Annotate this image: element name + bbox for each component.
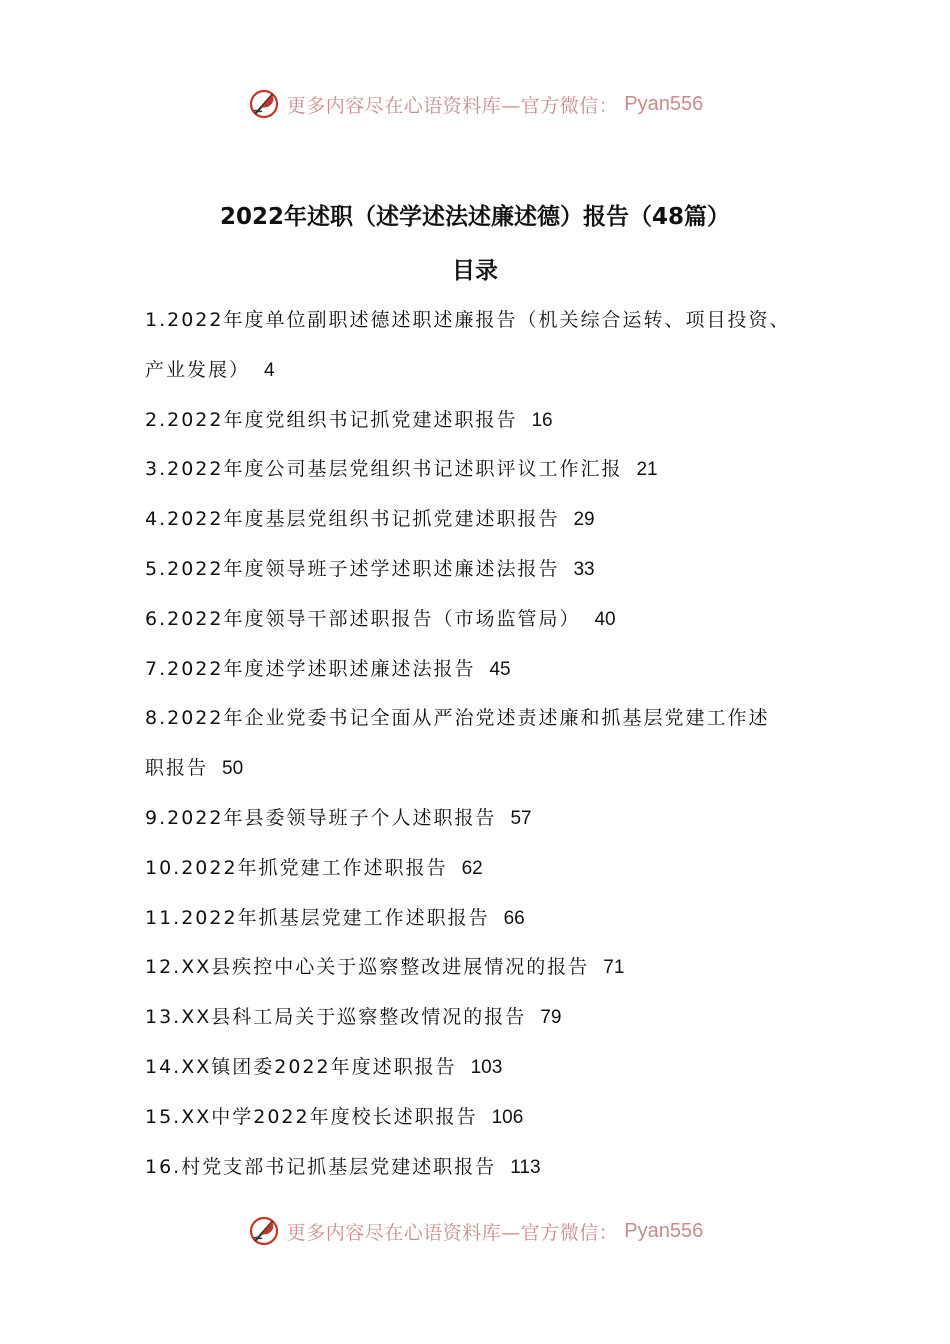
toc-page-number: 4 bbox=[264, 359, 275, 381]
document-title: 2022年述职（述学述法述廉述德）报告（48篇） bbox=[219, 204, 731, 230]
toc-entry[interactable] bbox=[145, 748, 835, 798]
toc-entry-text: 1.2022年度单位副职述德述职述廉报告（机关综合运转、项目投资、 bbox=[145, 309, 791, 331]
toc-entry[interactable] bbox=[145, 798, 835, 848]
toc-page-number: 45 bbox=[489, 658, 511, 680]
toc-entry-text: 15.XX中学2022年度校长述职报告 bbox=[145, 1105, 478, 1128]
toc-entry-text: 产业发展） bbox=[145, 358, 251, 381]
toc-entry-text: 职报告 bbox=[145, 757, 209, 780]
toc-heading: 目录 bbox=[452, 258, 498, 284]
toc-entry[interactable] bbox=[145, 300, 835, 350]
toc-page-number: 79 bbox=[540, 1007, 562, 1029]
toc-entry-text: 16.村党支部书记抓基层党建述职报告 bbox=[145, 1155, 497, 1178]
toc-entry-text: 4.2022年度基层党组织书记抓党建述职报告 bbox=[145, 508, 560, 531]
toc-entry[interactable] bbox=[145, 599, 835, 649]
toc-entry[interactable] bbox=[145, 848, 835, 898]
toc-page-number: 16 bbox=[531, 409, 553, 431]
toc-page-number: 106 bbox=[491, 1106, 524, 1128]
toc-page-number: 21 bbox=[636, 459, 658, 481]
toc-page-number: 50 bbox=[222, 758, 244, 780]
toc-entry[interactable] bbox=[145, 1047, 835, 1097]
toc-entry-text: 7.2022年度述学述职述廉述法报告 bbox=[145, 657, 476, 680]
watermark-group bbox=[247, 1214, 703, 1248]
toc-entry[interactable] bbox=[145, 499, 835, 549]
toc-page-number: 66 bbox=[503, 907, 525, 929]
toc-entry[interactable] bbox=[145, 997, 835, 1047]
toc-entry[interactable] bbox=[145, 649, 835, 699]
toc-page-number: 62 bbox=[461, 857, 483, 879]
toc-entry[interactable] bbox=[145, 400, 835, 450]
toc-entry-text: 13.XX县科工局关于巡察整改情况的报告 bbox=[145, 1006, 527, 1029]
toc-entry[interactable] bbox=[145, 449, 835, 499]
table-of-contents bbox=[145, 300, 835, 1196]
toc-page-number: 113 bbox=[510, 1156, 541, 1178]
toc-page-number: 29 bbox=[573, 509, 595, 531]
toc-page-number: 103 bbox=[470, 1056, 503, 1078]
watermark-group bbox=[247, 87, 703, 121]
toc-entry[interactable] bbox=[145, 1097, 835, 1147]
toc-page-number: 57 bbox=[510, 807, 532, 829]
toc-entry-text: 14.XX镇团委2022年度述职报告 bbox=[145, 1055, 457, 1078]
toc-page-number: 40 bbox=[594, 608, 616, 630]
toc-entry[interactable] bbox=[145, 698, 835, 748]
toc-entry[interactable] bbox=[145, 1147, 835, 1197]
watermark-handle: Pyan556 bbox=[624, 1219, 704, 1242]
quill-logo-icon bbox=[247, 1214, 281, 1248]
toc-entry-text: 10.2022年抓党建工作述职报告 bbox=[145, 856, 448, 879]
toc-entry-text: 9.2022年县委领导班子个人述职报告 bbox=[145, 806, 497, 829]
watermark-handle: Pyan556 bbox=[624, 92, 704, 115]
toc-entry-text: 5.2022年度领导班子述学述职述廉述法报告 bbox=[145, 557, 560, 580]
quill-logo-icon bbox=[247, 87, 281, 121]
toc-entry[interactable] bbox=[145, 549, 835, 599]
toc-entry-text: 2.2022年度党组织书记抓党建述职报告 bbox=[145, 408, 518, 431]
toc-entry-text: 11.2022年抓基层党建工作述职报告 bbox=[145, 906, 490, 929]
toc-entry-text: 8.2022年企业党委书记全面从严治党述责述廉和抓基层党建工作述 bbox=[145, 707, 770, 730]
toc-entry-text: 3.2022年度公司基层党组织书记述职评议工作汇报 bbox=[145, 458, 623, 481]
toc-entry[interactable] bbox=[145, 350, 835, 400]
toc-entry-text: 12.XX县疾控中心关于巡察整改进展情况的报告 bbox=[145, 956, 590, 979]
header-watermark bbox=[0, 84, 950, 124]
toc-page-number: 33 bbox=[573, 558, 595, 580]
toc-entry[interactable] bbox=[145, 947, 835, 997]
watermark-text: 更多内容尽在心语资料库—官方微信： bbox=[286, 94, 619, 117]
toc-entry[interactable] bbox=[145, 898, 835, 948]
footer-watermark bbox=[0, 1211, 950, 1251]
watermark-text: 更多内容尽在心语资料库—官方微信： bbox=[286, 1221, 619, 1244]
toc-page-number: 71 bbox=[603, 957, 625, 979]
toc-entry-text: 6.2022年度领导干部述职报告（市场监管局） bbox=[145, 607, 581, 630]
